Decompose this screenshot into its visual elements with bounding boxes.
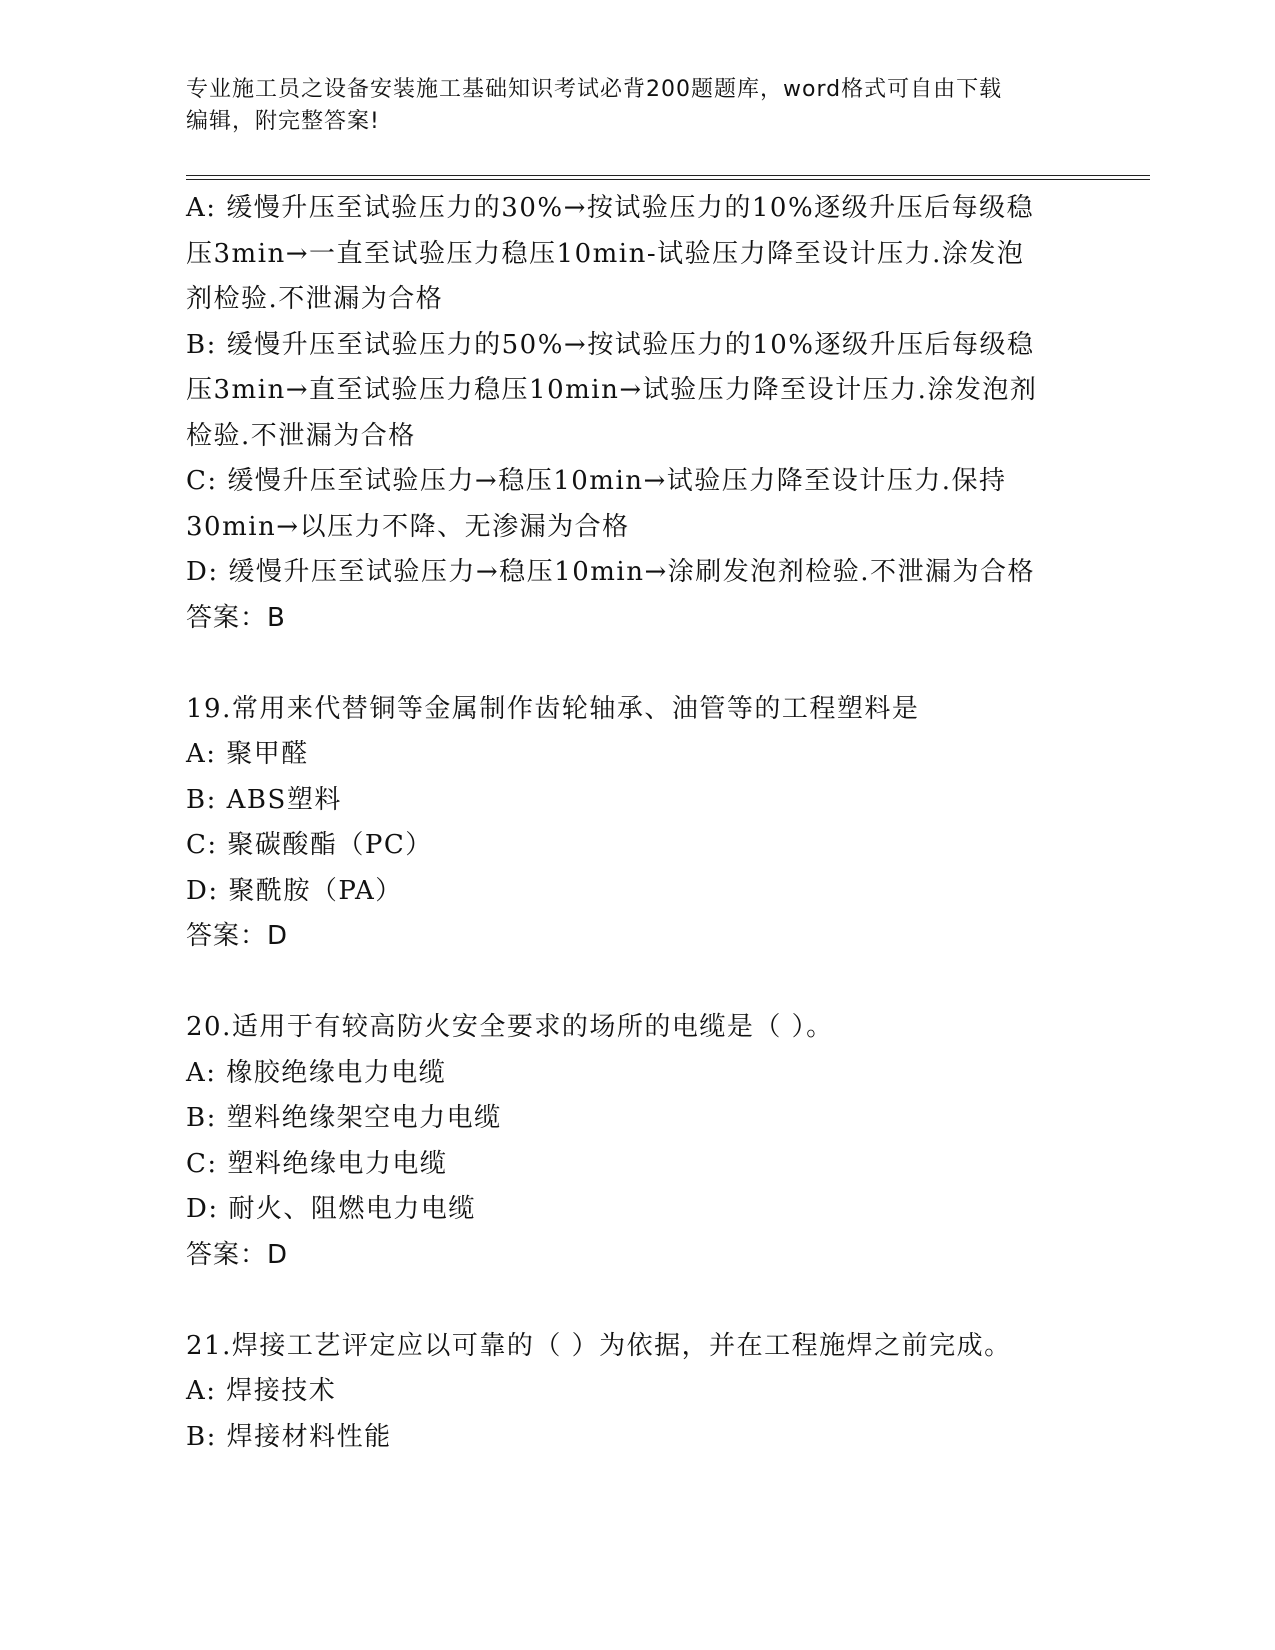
option-line: 压3min→一直至试验压力稳压10min-试验压力降至设计压力.涂发泡: [186, 238, 1025, 269]
spacer: [186, 1278, 1086, 1324]
option-a: A: 聚甲醛: [186, 739, 309, 769]
option-d: D: 缓慢升压至试验压力→稳压10min→涂刷发泡剂检验.不泄漏为合格: [186, 557, 1036, 587]
option-line: 检验.不泄漏为合格: [186, 420, 416, 451]
header-line-1: 专业施工员之设备安装施工基础知识考试必背200题题库，word格式可自由下载: [186, 77, 1003, 102]
answer-label: 答案：D: [186, 1239, 289, 1270]
question-list: [186, 186, 1086, 1460]
document-header: [186, 74, 1086, 138]
option-c: C: 塑料绝缘电力电缆: [186, 1148, 448, 1179]
option-a: [186, 186, 1086, 323]
option-line: 剂检验.不泄漏为合格: [186, 284, 444, 314]
option-line: B: 缓慢升压至试验压力的50%→按试验压力的10%逐级升压后每级稳: [186, 329, 1035, 360]
question-18: [186, 186, 1086, 641]
option-d: D: 耐火、阻燃电力电缆: [186, 1194, 476, 1224]
spacer: [186, 960, 1086, 1006]
option-b: [186, 323, 1086, 460]
option-line: C: 缓慢升压至试验压力→稳压10min→试验压力降至设计压力.保持: [186, 466, 1007, 496]
option-d: D: 聚酰胺（PA）: [186, 875, 403, 906]
answer-label: 答案：D: [186, 921, 289, 951]
option-c: [186, 459, 1086, 550]
spacer: [186, 641, 1086, 687]
header-line-2: 编辑，附完整答案!: [186, 109, 380, 134]
question-text: 21.焊接工艺评定应以可靠的（ ）为依据，并在工程施焊之前完成。: [186, 1330, 1012, 1361]
answer-label: 答案：B: [186, 602, 286, 633]
option-line: 30min→以压力不降、无渗漏为合格: [186, 511, 630, 542]
option-b: B: 焊接材料性能: [186, 1421, 392, 1452]
question-text: 19.常用来代替铜等金属制作齿轮轴承、油管等的工程塑料是: [186, 693, 920, 724]
question-20: [186, 1005, 1086, 1278]
question-21: [186, 1324, 1086, 1461]
question-text: 20.适用于有较高防火安全要求的场所的电缆是（ ）。: [186, 1012, 834, 1042]
option-line: A: 缓慢升压至试验压力的30%→按试验压力的10%逐级升压后每级稳: [186, 193, 1035, 223]
option-a: A: 焊接技术: [186, 1376, 337, 1406]
option-a: A: 橡胶绝缘电力电缆: [186, 1057, 447, 1088]
option-c: C: 聚碳酸酯（PC）: [186, 830, 433, 860]
question-19: [186, 687, 1086, 960]
header-divider: [186, 175, 1150, 180]
option-b: B: 塑料绝缘架空电力电缆: [186, 1103, 502, 1133]
option-line: 压3min→直至试验压力稳压10min→试验压力降至设计压力.涂发泡剂: [186, 375, 1038, 405]
option-b: B: ABS塑料: [186, 784, 342, 815]
